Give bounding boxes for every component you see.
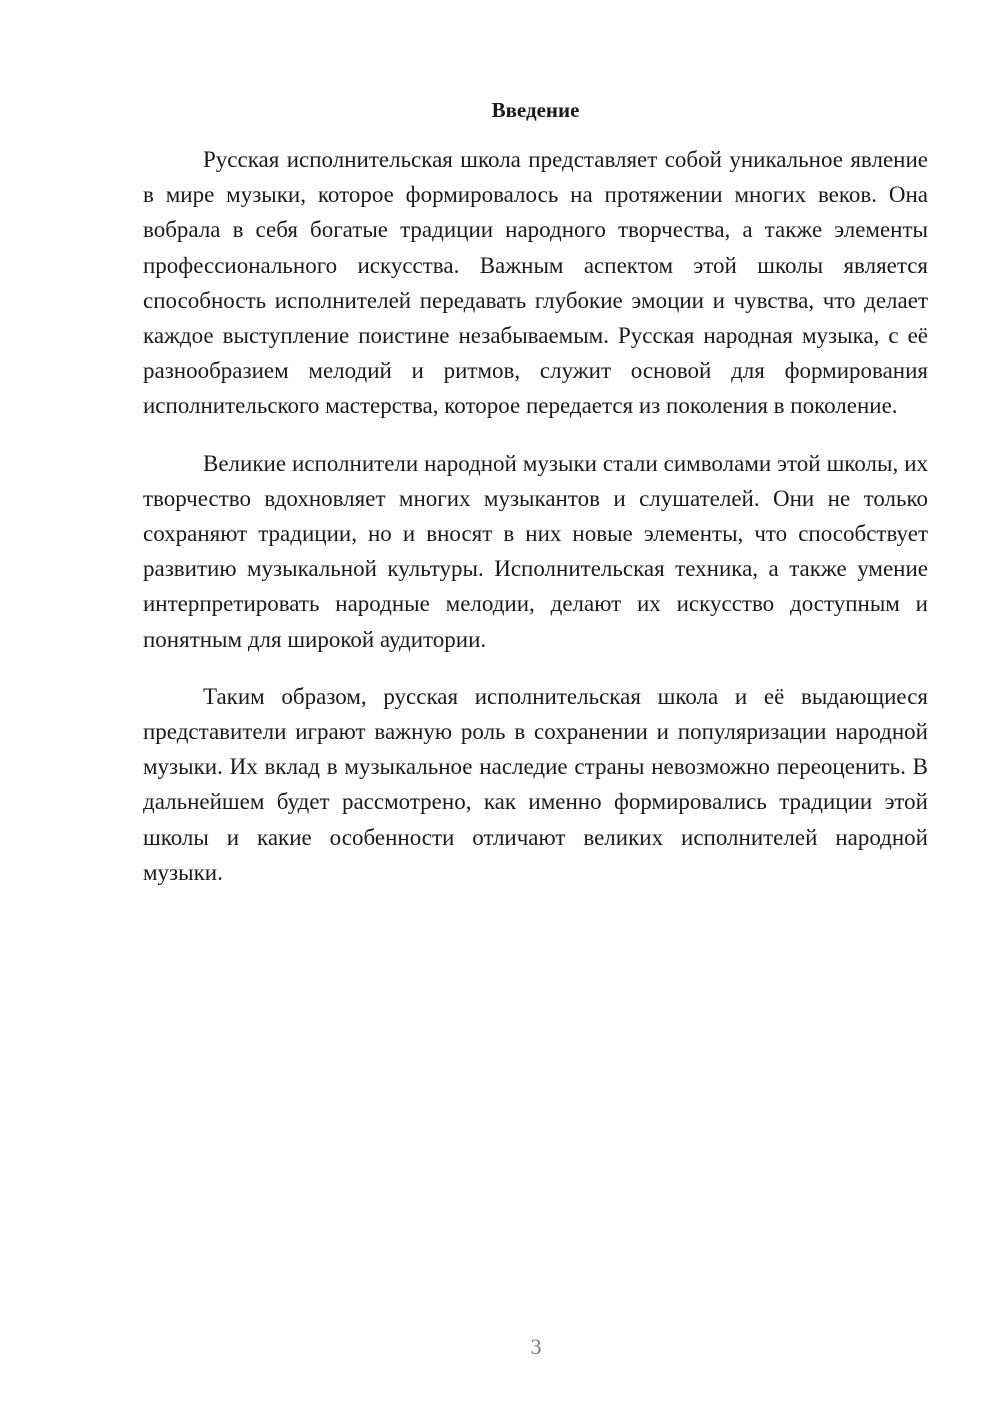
section-title: Введение [491, 98, 580, 122]
page-number: 3 [530, 1334, 542, 1359]
paragraph-2: Великие исполнители народной музыки стали символами этой школы, их творчество вдохновляет многих музыкантов и слушателей. Они не только сохраняют традиции, но и вносят в них новые элементы, что способствует развитию музыкальной культуры. Исполнительская техника, а также умение интерпретировать народные мелодии, делают их искусство доступным и понятным для широкой аудитории. [143, 450, 928, 652]
page-body [143, 96, 928, 912]
paragraph-3: Таким образом, русская исполнительская школа и её выдающиеся представители играют важную роль в сохранении и популяризации народной музыки. Их вклад в музыкальное наследие страны невозможно переоценить. В дальнейшем будет рассмотрено, как именно формировались традиции этой школы и какие особенности отличают великих исполнителей народной музыки. [143, 683, 928, 885]
paragraph-1: Русская исполнительская школа представляет собой уникальное явление в мире музыки, которое формировалось на протяжении многих веков. Она вобрала в себя богатые традиции народного творчества, а также элементы профессионального искусства. Важным аспектом этой школы является способность исполнителей передавать глубокие эмоции и чувства, что делает каждое выступление поистине незабываемым. Русская народная музыка, с её разнообразием мелодий и ритмов, служит основой для формирования исполнительского мастерства, которое передается из поколения в поколение. [143, 147, 928, 419]
